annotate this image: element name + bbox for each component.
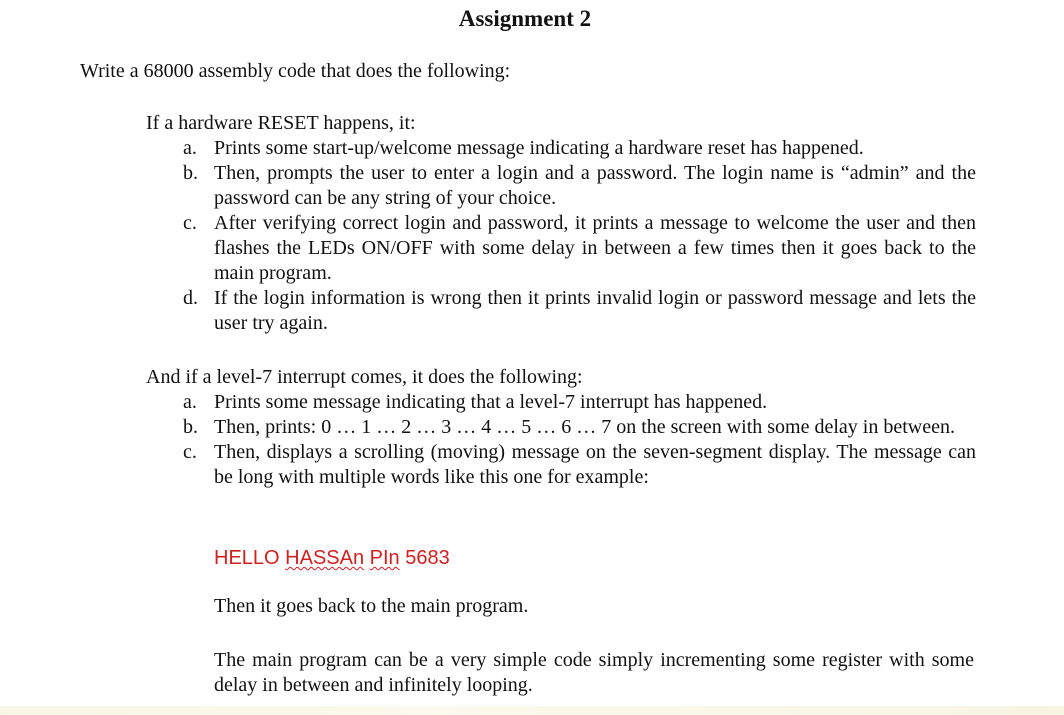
list-marker: b.	[183, 416, 198, 438]
list-item-text: Prints some message indicating that a level-7 interrupt has happened.	[214, 391, 768, 413]
list-item	[146, 161, 976, 211]
example-word: HELLO	[214, 547, 280, 569]
list-item-text: After verifying correct login and password, it prints a message to welcome the user and then flashes the LEDs ON/OFF with some delay in between a few times then it goes back to the main program.	[214, 212, 976, 284]
list-item-text: If the login information is wrong then it prints invalid login or password message and lets the user try again.	[214, 287, 976, 334]
interrupt-section	[146, 364, 976, 490]
list-item	[146, 211, 976, 286]
example-word-misspelled: PIn	[369, 547, 400, 569]
example-word-misspelled: HASSAn	[285, 547, 365, 569]
list-item	[146, 286, 976, 336]
list-item-text: Then, displays a scrolling (moving) message on the seven-segment display. The message can be long with multiple words like this one for example:	[214, 441, 976, 488]
list-item-text: Then, prints: 0 … 1 … 2 … 3 … 4 … 5 … 6 … 7 on the screen with some delay in between.	[214, 416, 955, 438]
example-scrolling-message	[214, 544, 450, 572]
reset-section-heading: If a hardware RESET happens, it:	[146, 112, 416, 134]
list-item	[146, 136, 976, 161]
return-to-main-text: Then it goes back to the main program.	[214, 595, 529, 617]
list-marker: c.	[183, 441, 197, 463]
list-marker: b.	[183, 162, 198, 184]
page-title: Assignment 2	[458, 6, 592, 31]
example-word: 5683	[405, 547, 450, 569]
list-item	[146, 390, 976, 415]
interrupt-section-heading: And if a level-7 interrupt comes, it does the following:	[146, 366, 583, 388]
list-item-text: Then, prompts the user to enter a login and a password. The login name is “admin” and the password can be any string of your choice.	[214, 162, 976, 209]
list-item-text: Prints some start-up/welcome message indicating a hardware reset has happened.	[214, 137, 864, 159]
main-program-text: The main program can be a very simple code simply incrementing some register with some delay in between and infinitely looping.	[214, 649, 974, 696]
page-bottom-edge	[0, 706, 1064, 715]
list-item	[146, 440, 976, 490]
list-marker: c.	[183, 212, 197, 234]
intro-text: Write a 68000 assembly code that does the following:	[80, 60, 511, 82]
list-marker: a.	[183, 137, 197, 159]
list-marker: d.	[183, 287, 198, 309]
list-marker: a.	[183, 391, 197, 413]
list-item	[146, 415, 976, 440]
reset-section	[146, 110, 976, 336]
